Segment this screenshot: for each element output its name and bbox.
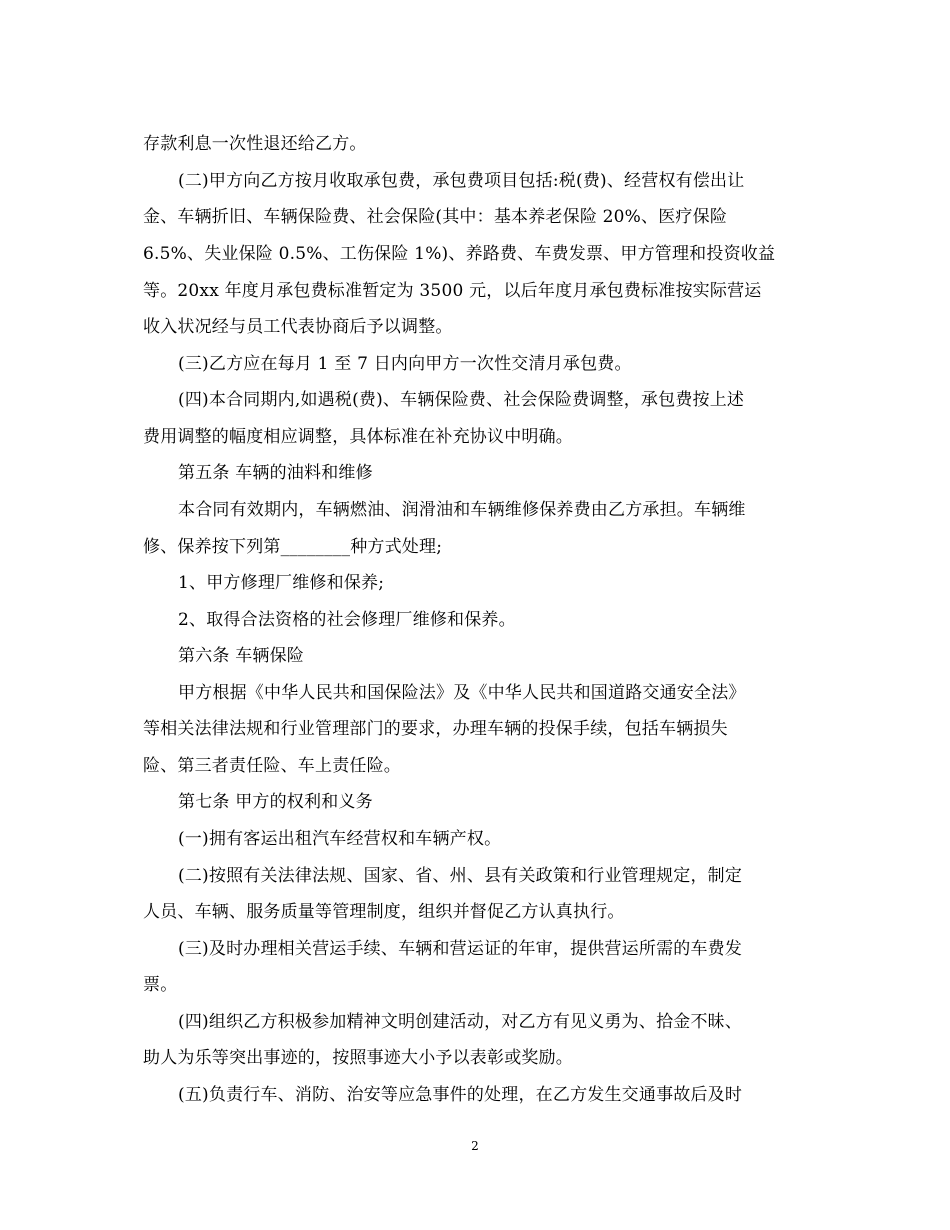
text-line: 2、取得合法资格的社会修理厂维修和保养。 (178, 610, 516, 630)
text-line: (三)乙方应在每月 1 至 7 日内向甲方一次性交清月承包费。 (178, 354, 632, 374)
text-line: (二)甲方向乙方按月收取承包费，承包费项目包括:税(费)、经营权有偿出让 (178, 171, 745, 191)
page-number: 2 (471, 1139, 479, 1153)
text-line: 等相关法律法规和行业管理部门的要求，办理车辆的投保手续，包括车辆损失 (143, 719, 728, 739)
text-line: (五)负责行车、消防、治安等应急事件的处理，在乙方发生交通事故后及时 (178, 1085, 743, 1105)
text-line: 存款利息一次性退还给乙方。 (143, 134, 367, 154)
text-line: (二)按照有关法律法规、国家、省、州、县有关政策和行业管理规定，制定 (178, 866, 743, 886)
text-line: 6.5%、失业保险 0.5%、工伤保险 1%)、养路费、车费发票、甲方管理和投资收益 (143, 244, 776, 264)
text-line: 收入状况经与员工代表协商后予以调整。 (143, 317, 453, 337)
text-line: (四)本合同期内,如遇税(费)、车辆保险费、社会保险费调整，承包费按上述 (178, 390, 745, 410)
text-line: (三)及时办理相关营运手续、车辆和营运证的年审，提供营运所需的车费发 (178, 939, 743, 959)
text-line: 本合同有效期内，车辆燃油、润滑油和车辆维修保养费由乙方承担。车辆维 (178, 500, 746, 520)
text-line: (一)拥有客运出租汽车经营权和车辆产权。 (178, 829, 502, 849)
text-line: 修、保养按下列第________种方式处理; (143, 537, 443, 557)
text-line: (四)组织乙方积极参加精神文明创建活动，对乙方有见义勇为、拾金不昧、 (178, 1012, 743, 1032)
text-line: 金、车辆折旧、车辆保险费、社会保险(其中：基本养老保险 20%、医疗保险 (143, 207, 728, 227)
text-line: 甲方根据《中华人民共和国保险法》及《中华人民共和国道路交通安全法》 (178, 683, 746, 703)
section-heading: 第七条 甲方的权利和义务 (178, 792, 373, 812)
text-line: 助人为乐等突出事迹的，按照事迹大小予以表彰或奖励。 (143, 1048, 573, 1068)
text-line: 费用调整的幅度相应调整，具体标准在补充协议中明确。 (143, 427, 573, 447)
text-line: 1、甲方修理厂维修和保养; (178, 573, 385, 593)
text-line: 险、第三者责任险、车上责任险。 (143, 756, 401, 776)
section-heading: 第五条 车辆的油料和维修 (178, 463, 373, 483)
text-line: 人员、车辆、服务质量等管理制度，组织并督促乙方认真执行。 (143, 902, 625, 922)
text-line: 票。 (143, 975, 178, 995)
section-heading: 第六条 车辆保险 (178, 646, 305, 666)
text-line: 等。20xx 年度月承包费标准暂定为 3500 元，以后年度月承包费标准按实际营运 (143, 281, 762, 301)
